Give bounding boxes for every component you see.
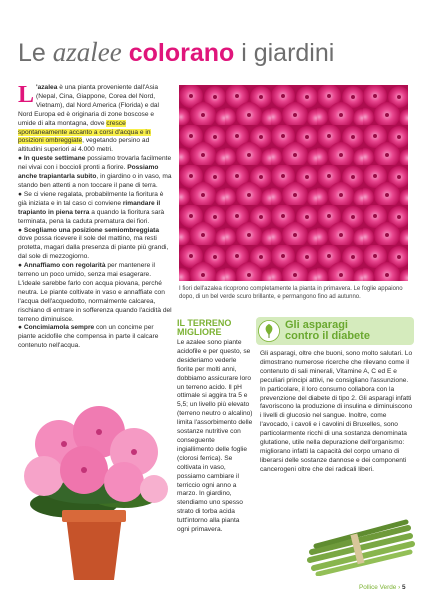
asparagus-photo bbox=[306, 506, 416, 576]
page-number: 5 bbox=[402, 584, 406, 591]
bullet-bold-2: Possiamo anche trapiantarla subito bbox=[18, 164, 159, 181]
bullet-text: dove possa ricevere il sole del mattino, ma resti protetta, magari dalla presenza di piante più grandi, dal sole di mezzogiorno. bbox=[18, 235, 169, 261]
bullet-bold: Scegliamo una posizione semiombreggiata bbox=[23, 226, 160, 234]
asparagi-heading-line-1: Gli asparagi bbox=[285, 319, 348, 331]
bullet-paragraph bbox=[18, 191, 172, 227]
pollice-verde-logo bbox=[258, 319, 280, 343]
bullet-text: per mantenere il terreno un poco umido, senza mai esagerare. L'ideale sarebbe farlo con acqua piovana, perché neutra. Le piante coltivate in vaso e annaffiate con l'acqua dell'acquedotto, normalmente calcarea, rischiano di entrare in sofferenza quando l'acidità del terreno diminuisce. bbox=[18, 262, 172, 323]
bullet-text-2: , in giardino o in vaso, ma stando ben attenti a non toccare il pane di terra. bbox=[18, 173, 172, 189]
intro-text-1: è una pianta proveniente dall'Asia (Nepal, Cina, Giappone, Corea del Nord, Vietnam), dal Nord America (Florida) e dal Nord Europa ed è originaria di zone boscose e umide di alta montagna, dove bbox=[18, 84, 160, 127]
bullet-bold: Annaffiamo con regolarità bbox=[23, 262, 106, 270]
bullet-bold: In queste settimane bbox=[23, 155, 86, 163]
bullet-text: possiamo trovarla facilmente nei vivai con i boccioli pronti a fiorire. bbox=[18, 155, 172, 172]
terreno-heading bbox=[177, 319, 231, 337]
bullet-bold-2: rimandare il trapianto in piena terra bbox=[18, 199, 161, 216]
page-title bbox=[18, 37, 334, 68]
bullet-text: con un concime per piante acidofile che compensa in parte il calcare contenuto nell'acqua. bbox=[18, 324, 159, 350]
leaf-logo-icon bbox=[258, 319, 280, 343]
page-footer bbox=[359, 584, 406, 592]
bullet-text: Se ci viene regalata, probabilmente la fioritura è già iniziata e in tal caso ci conviene bbox=[18, 190, 164, 207]
bullet-icon: ● bbox=[18, 190, 22, 198]
bullet-paragraph bbox=[18, 324, 172, 351]
bullet-icon: ● bbox=[18, 226, 22, 234]
azalea-flowers-image bbox=[179, 85, 408, 281]
terreno-heading-line-1: IL TERRENO bbox=[177, 318, 232, 328]
bullet-icon: ● bbox=[18, 262, 22, 270]
title-azalee: azalee bbox=[52, 37, 122, 67]
bullet-paragraph bbox=[18, 262, 172, 324]
title-colorano: colorano bbox=[121, 39, 235, 67]
terreno-text: Le azalee sono piante acidofile e per questo, se desideriamo vederle fiorite per molti anni, dobbiamo assicurare loro un terreno acido. Il pH ottimale si aggira tra 5 e 5,5; un livello più elevato (terreno neutro o alcalino) limita l'assorbimento delle sostanze nutritive con conseguente ingiallimento delle foglie (clorosi ferrica). Se coltivata in vaso, possiamo cambiare il terriccio ogni anno a marzo. In giardino, stendiamo uno spesso strato di torba acida tutt'intorno alla pianta ogni primavera. bbox=[177, 339, 253, 534]
asparagi-heading-line-2: contro il diabete bbox=[285, 330, 370, 342]
intro-lead: 'azalea bbox=[36, 84, 58, 91]
asparagus-image bbox=[306, 506, 416, 576]
bullet-text-2: a quando la fioritura sarà terminata, pena la caduta prematura dei fiori. bbox=[18, 208, 165, 225]
potted-azalea-photo bbox=[14, 404, 174, 584]
intro-text-2: , vegetando persino ad altitudini superiori ai 4.000 metri. bbox=[18, 137, 150, 154]
bullet-paragraph bbox=[18, 227, 172, 263]
title-part-1: Le bbox=[18, 39, 53, 67]
intro-highlight: cresce spontaneamente accanto a corsi d'acqua e in posizioni ombreggiate bbox=[18, 119, 151, 145]
photo-caption: I fiori dell'azalea ricoprono completamente la pianta in primavera. Le foglie appaiono dopo, di un bel verde scuro brillante, e permangono fino ad autunno. bbox=[179, 286, 403, 300]
bullet-bold: Concimiamola sempre bbox=[23, 324, 95, 332]
asparagi-heading bbox=[285, 320, 370, 342]
main-article-column bbox=[18, 84, 172, 351]
bullet-paragraph bbox=[18, 155, 172, 191]
drop-cap: L bbox=[18, 82, 35, 108]
footer-magazine: Pollice Verde bbox=[359, 584, 397, 591]
title-part-4: i giardini bbox=[234, 39, 335, 67]
intro-paragraph bbox=[18, 84, 172, 155]
azalea-flowers-photo bbox=[179, 85, 408, 281]
terreno-heading-line-2: MIGLIORE bbox=[177, 327, 222, 337]
bullet-icon: ● bbox=[18, 155, 22, 163]
footer-separator: › bbox=[396, 584, 402, 591]
potted-azalea-image bbox=[14, 404, 174, 584]
bullet-icon: ● bbox=[18, 324, 22, 332]
asparagi-text: Gli asparagi, oltre che buoni, sono molto salutari. Lo dimostrano numerose ricerche che rilevano come il contenuto di sali minerali, Vitamine A, C ed E e peculiari principi attivi, ne consigliano l'assunzione. In particolare, il loro consumo collabora con la prevenzione del diabete di tipo 2. Gli asparagi infatti favoriscono la produzione di insulina e diminuiscono i livelli di glucosio nel sangue. Inoltre, come l'avocado, i cavoli e i cavolini di Bruxelles, sono particolarmente ricchi di una sostanza denominata glutatione, utile nella depurazione dell'organismo: migliorano infatti la capacità del corpo umano di liberarsi delle sostanze dannose e dei componenti cancerogeni oltre che dei radicali liberi. bbox=[260, 350, 413, 473]
